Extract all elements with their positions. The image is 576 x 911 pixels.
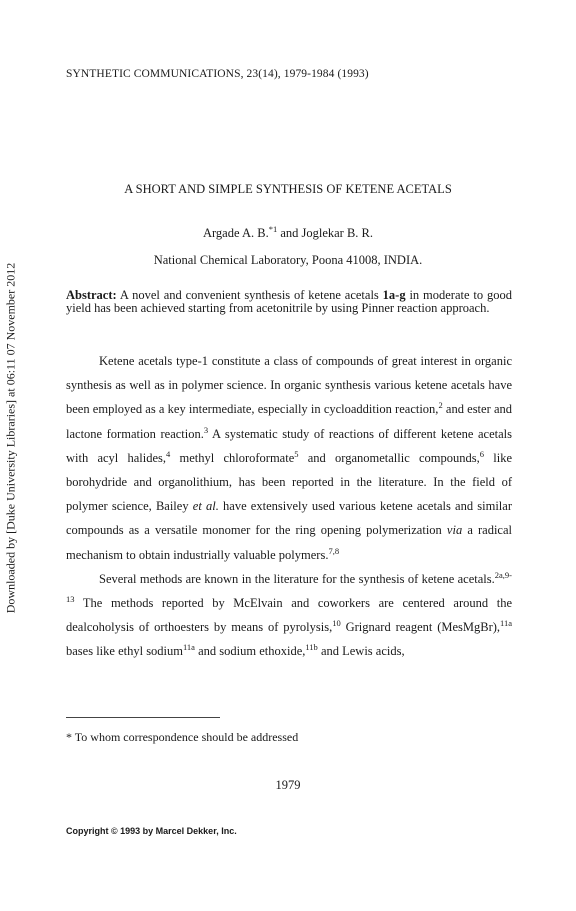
p1-text: and ester and lactone formation reaction. xyxy=(66,402,512,441)
citation: 11a xyxy=(500,618,513,629)
p1-text: and organometallic compounds, xyxy=(298,450,480,465)
p2-text: The methods reported by McElvain and coworkers are centered around the dealcoholysis of orthoesters by means of pyrolysis, xyxy=(66,596,512,635)
p1-text: methyl chloroformate xyxy=(170,450,295,465)
footnote: * To whom correspondence should be addressed xyxy=(66,730,299,744)
abstract-label: Abstract: xyxy=(66,288,117,302)
abstract-text-2: in moderate to good yield has been achieved starting from acetonitrile by using Pinner reaction approach. xyxy=(66,288,512,315)
p1-italic: via xyxy=(446,523,463,538)
p1-text: like borohydride and organolithium, has been reported in the literature. In the field of polymer science, Bailey xyxy=(66,450,512,514)
p2-text: bases like ethyl sodium xyxy=(66,644,183,659)
affiliation: National Chemical Laboratory, Poona 41008, INDIA. xyxy=(153,253,423,267)
citation: 6 xyxy=(479,448,485,459)
paragraph-1 xyxy=(66,349,512,567)
download-watermark-text: Downloaded by [Duke University Libraries] at 06:11 07 November 2012 xyxy=(3,262,18,614)
author-text-1: Argade A. B. xyxy=(202,226,269,240)
copyright-notice: Copyright © 1993 by Marcel Dekker, Inc. xyxy=(66,826,237,836)
citation: 4 xyxy=(166,448,171,459)
p2-text: Grignard reagent (MesMgBr), xyxy=(340,620,501,635)
page-number: 1979 xyxy=(275,778,301,792)
p1-text: a radical mechanism to obtain industrially valuable polymers. xyxy=(66,523,512,562)
author-line xyxy=(0,226,576,241)
author-text-2: and Joglekar B. R. xyxy=(277,226,374,240)
citation: 2 xyxy=(438,400,443,411)
p1-text: Ketene acetals type-1 constitute a class of compounds of great interest in organic synthesis as well as in polymer science. In organic synthesis various ketene acetals have been employed as a key intermediate, especially in cycloaddition reaction, xyxy=(66,354,512,417)
citation: 7,8 xyxy=(328,545,340,556)
author-footnote-mark: *1 xyxy=(268,224,278,234)
p2-text: Several methods are known in the literature for the synthesis of ketene acetals. xyxy=(99,571,495,586)
p2-text: and Lewis acids, xyxy=(317,644,405,659)
p1-text: A systematic study of reactions of different ketene acetals with acyl halides, xyxy=(66,426,512,465)
paragraph-2 xyxy=(66,567,512,664)
citation: 5 xyxy=(294,448,299,459)
footnote-divider xyxy=(66,717,220,718)
p1-text: have extensively used various ketene acetals and similar compounds as a versatile monomer for the ring opening polymerization xyxy=(66,499,512,538)
citation: 10 xyxy=(332,618,341,629)
citation: 3 xyxy=(203,424,209,435)
abstract-text-1: A novel and convenient synthesis of ketene acetals xyxy=(116,288,383,302)
p2-text: and sodium ethoxide, xyxy=(194,644,306,659)
abstract-compounds: 1a-g xyxy=(382,288,406,302)
citation: 2a,9-13 xyxy=(66,569,512,605)
journal-header: SYNTHETIC COMMUNICATIONS, 23(14), 1979-1984 (1993) xyxy=(66,68,369,80)
p1-italic: et al. xyxy=(192,499,219,514)
citation: 11b xyxy=(305,642,318,653)
body-text xyxy=(66,349,512,664)
paper-title: A SHORT AND SIMPLE SYNTHESIS OF KETENE ACETALS xyxy=(124,182,452,196)
abstract xyxy=(66,289,512,315)
citation: 11a xyxy=(183,642,195,653)
